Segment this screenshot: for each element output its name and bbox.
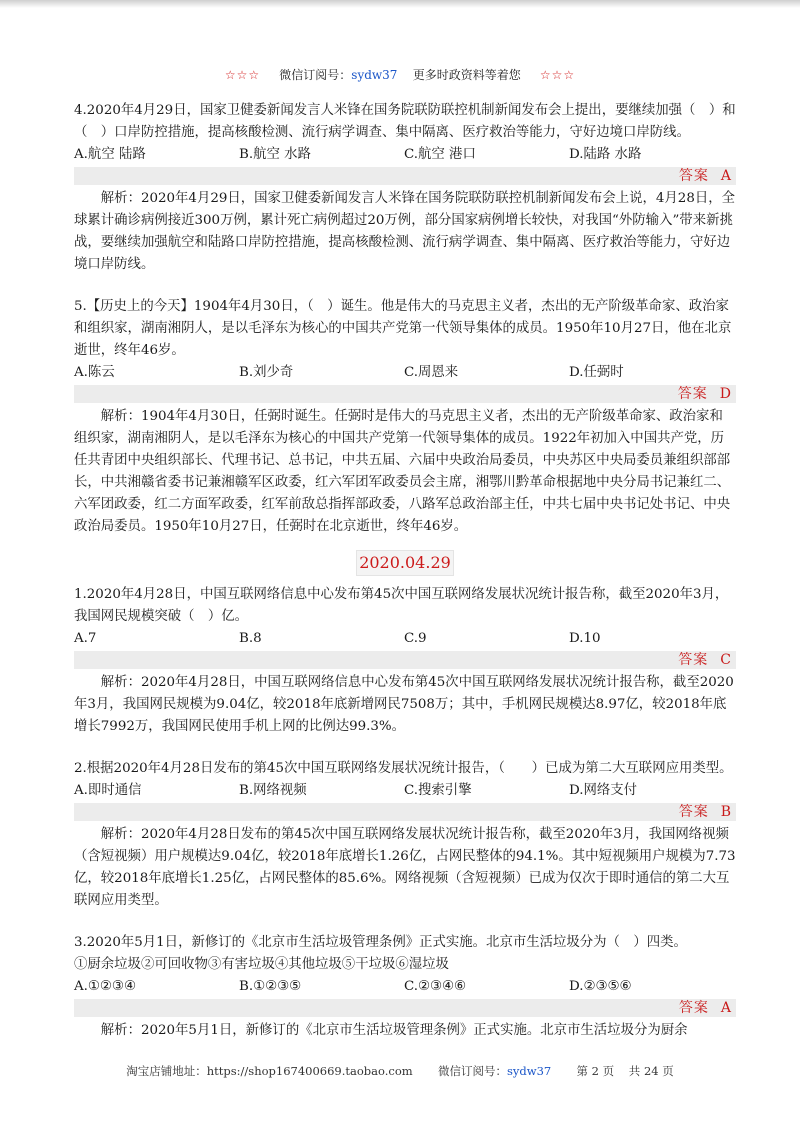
question-text: 4.2020年4月29日，国家卫健委新闻发言人米锋在国务院联防联控机制新闻发布会上提出，要继续加强（ ）和（ ）口岸防控措施，提高核酸检测、流行病学调查、集中隔离、医疗救治等能力，守好边境口岸防线。 xyxy=(74,103,736,140)
explanation: 解析：1904年4月30日，任弼时诞生。任弼时是伟大的马克思主义者，杰出的无产阶级革命家、政治家和组织家，湖南湘阴人，是以毛泽东为核心的中国共产党第一代领导集体的成员。1922年初加入中国共产党，历任共青团中央组织部长、代理书记、总书记，中共五届、六届中央政治局委员，中央苏区中央局委员兼组织部部长，中共湘赣省委书记兼湘赣军区政委，红六军团军政委员会主席，湘鄂川黔革命根据地中央分局书记兼红二、六军团政委，红二方面军政委，红军前敌总指挥部政委，八路军总政治部主任，中共七届中央书记处书记、中央政治局委员。1950年10月27日，任弼时在北京逝世，终年46岁。 xyxy=(74,409,731,534)
shop-label: 淘宝店铺地址： xyxy=(126,1064,207,1078)
option-list xyxy=(74,629,736,649)
option-a: A.7 xyxy=(74,631,97,646)
option-list xyxy=(74,977,736,997)
option-b: B.刘少奇 xyxy=(239,365,294,380)
explanation: 解析：2020年4月28日，中国互联网络信息中心发布第45次中国互联网络发展状况统计报告称，截至2020年3月，我国网民规模为9.04亿，较2018年底新增网民7508万；其中，手机网民规模达8.97亿，较2018年底增长7992万，我国网民使用手机上网的比例达99.3%。 xyxy=(74,675,734,734)
answer-value: C xyxy=(720,652,732,668)
explanation: 解析：2020年5月1日，新修订的《北京市生活垃圾管理条例》正式实施。北京市生活垃圾分为厨余 xyxy=(100,1023,688,1038)
option-d: D.陆路 水路 xyxy=(569,147,642,162)
option-a: A.航空 陆路 xyxy=(74,147,146,162)
question-text: 3.2020年5月1日，新修订的《北京市生活垃圾管理条例》正式实施。北京市生活垃圾分为（ ）四类。 xyxy=(74,935,687,950)
star-icon: ☆☆☆ xyxy=(539,68,576,82)
option-list xyxy=(74,145,736,165)
question-text: 2.根据2020年4月28日发布的第45次中国互联网络发展状况统计报告，（ ）已成为第二大互联网应用类型。 xyxy=(74,761,733,776)
option-a: A.陈云 xyxy=(74,365,115,380)
answer-label: 答案 xyxy=(677,386,708,402)
option-d: D.10 xyxy=(569,631,601,646)
option-c: C.航空 港口 xyxy=(404,147,476,162)
question-block xyxy=(74,100,736,276)
explanation: 解析：2020年4月28日发布的第45次中国互联网络发展状况统计报告称，截至2020年3月，我国网络视频（含短视频）用户规模达9.04亿，较2018年底增长1.26亿，占网民整体的94.1%。其中短视频用户规模为7.73亿，较2018年底增长1.25亿，占网民整体的85.6%。网络视频（含短视频）已成为仅次于即时通信的第二大互联网应用类型。 xyxy=(74,827,736,908)
header-account: sydw37 xyxy=(351,68,398,82)
answer-bar xyxy=(74,167,736,185)
page-total: 共 24 页 xyxy=(628,1064,674,1078)
option-b: B.①②③⑤ xyxy=(239,979,302,994)
question-block xyxy=(74,296,736,538)
option-list xyxy=(74,363,736,383)
page-footer xyxy=(0,1063,800,1079)
page-top-edge xyxy=(0,0,800,8)
answer-bar xyxy=(74,999,736,1017)
answer-label: 答案 xyxy=(678,804,709,820)
option-d: D.任弼时 xyxy=(569,365,624,380)
wechat-account: sydw37 xyxy=(506,1064,552,1078)
answer-label: 答案 xyxy=(678,652,709,668)
question-text: 1.2020年4月28日，中国互联网络信息中心发布第45次中国互联网络发展状况统计报告称，截至2020年3月，我国网民规模突破（ ）亿。 xyxy=(74,587,729,624)
option-d: D.网络支付 xyxy=(569,783,638,798)
option-list xyxy=(74,781,736,801)
answer-value: B xyxy=(720,804,732,820)
answer-value: A xyxy=(720,168,732,184)
answer-value: D xyxy=(719,386,732,402)
header-label: 微信订阅号： xyxy=(279,68,352,82)
answer-bar xyxy=(74,803,736,821)
answer-label: 答案 xyxy=(678,1000,709,1016)
option-a: A.即时通信 xyxy=(74,783,142,798)
option-c: C.周恩来 xyxy=(404,365,459,380)
question-block xyxy=(74,584,736,738)
option-d: D.②③⑤⑥ xyxy=(569,979,632,994)
page-number: 第 2 页 xyxy=(576,1064,615,1078)
document-body xyxy=(74,100,736,1042)
question-text: 5.【历史上的今天】1904年4月30日，（ ）诞生。他是伟大的马克思主义者，杰出的无产阶级革命家、政治家和组织家，湖南湘阴人，是以毛泽东为核心的中国共产党第一代领导集体的成员。1950年10月27日，他在北京逝世，终年46岁。 xyxy=(74,299,732,358)
star-icon: ☆☆☆ xyxy=(224,68,261,82)
answer-value: A xyxy=(720,1000,732,1016)
answer-bar xyxy=(74,651,736,669)
question-block xyxy=(74,932,736,1042)
answer-bar xyxy=(74,385,736,403)
question-items: ①厨余垃圾②可回收物③有害垃圾④其他垃圾⑤干垃圾⑥湿垃圾 xyxy=(74,957,449,972)
question-block xyxy=(74,758,736,912)
option-a: A.①②③④ xyxy=(74,979,136,994)
option-c: C.9 xyxy=(404,631,427,646)
header-slogan: 更多时政资料等着您 xyxy=(412,68,521,82)
shop-url[interactable]: https://shop167400669.taobao.com xyxy=(206,1064,413,1078)
option-b: B.航空 水路 xyxy=(239,147,311,162)
option-b: B.网络视频 xyxy=(239,783,307,798)
answer-label: 答案 xyxy=(678,168,709,184)
page-header xyxy=(0,66,800,83)
section-date: 2020.04.29 xyxy=(356,550,454,576)
wechat-label: 微信订阅号： xyxy=(437,1064,507,1078)
option-c: C.②③④⑥ xyxy=(404,979,467,994)
explanation: 解析：2020年4月29日，国家卫健委新闻发言人米锋在国务院联防联控机制新闻发布会上说，4月28日，全球累计确诊病例接近300万例，累计死亡病例超过20万例，部分国家病例增长较快，对我国“外防输入”带来新挑战，要继续加强航空和陆路口岸防控措施，提高核酸检测、流行病学调查、集中隔离、医疗救治等能力，守好边境口岸防线。 xyxy=(74,191,736,272)
option-c: C.搜索引擎 xyxy=(404,783,472,798)
option-b: B.8 xyxy=(239,631,262,646)
